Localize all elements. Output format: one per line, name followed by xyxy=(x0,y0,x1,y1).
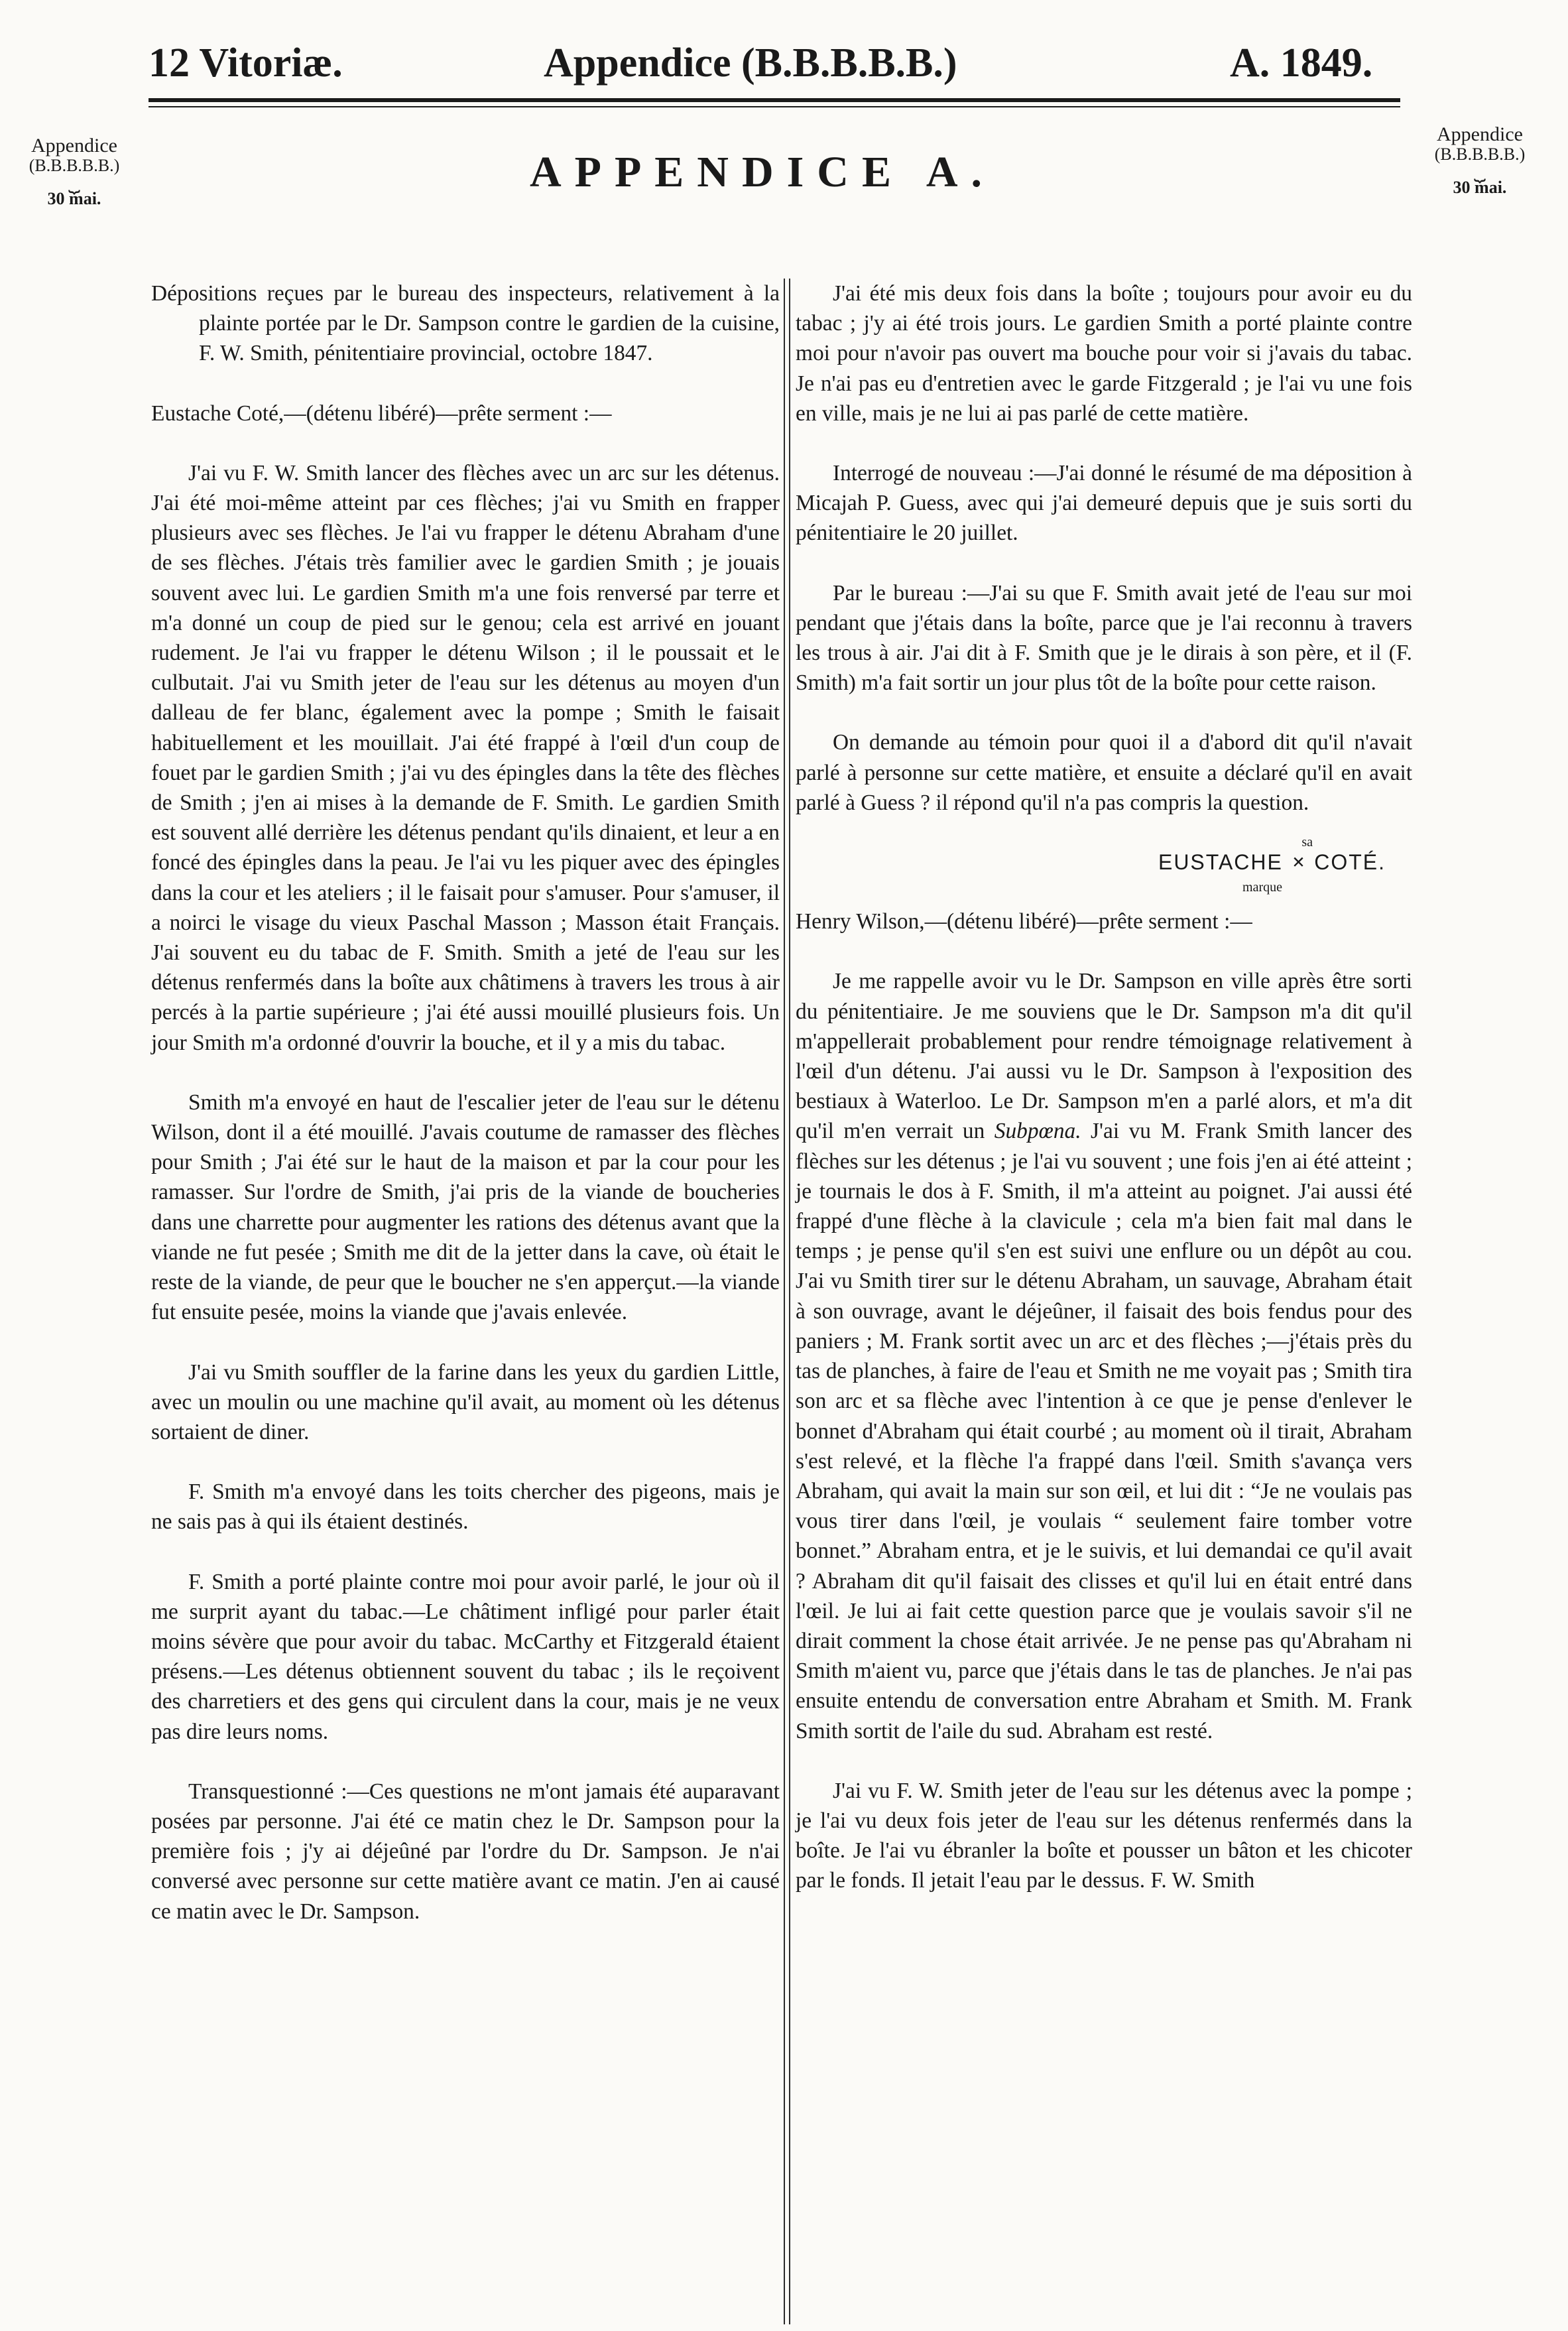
testimony-paragraph: Par le bureau :—J'ai su que F. Smith avait jeté de l'eau sur moi pendant que j'étais dans la boîte, parce que je l'ai reconnu à travers les trous à air. J'ai dit à F. Smith que je le dirais à son père, et il (F. Smith) m'a fait sortir un jour plus tôt de la boîte pour cette raison. xyxy=(796,580,1412,696)
testimony-paragraph: F. Smith m'a envoyé dans les toits chercher des pigeons, mais je ne sais pas à qui ils étaient destinés. xyxy=(151,1480,780,1535)
testimony-paragraph: J'ai vu F. W. Smith lancer des flèches avec un arc sur les détenus. J'ai été moi-même atteint par ces flèches; j'ai vu Smith en frapper plusieurs avec ses flèches. Je l'ai vu frapper le détenu Abraham d'une de ses flèches. J'étais très familier avec le gardien Smith ; je jouais souvent avec lui. Le gardien Smith m'a une fois renversé par terre et m'a donné un coup de pied sur le genou; cela est arrivé en jouant rudement. Je l'ai vu frapper le détenu Wilson ; il le poussait et le culbutait. J'ai vu Smith jeter de l'eau sur les détenus au moyen d'un dalleau de fer blanc, également avec la pompe ; Smith le faisait habituellement et les mouillait. J'ai été frappé à l'œil d'un coup de fouet par le gardien Smith ; j'ai vu des épingles dans la tête des flèches de Smith ; j'en ai mises à la demande de F. Smith. Le gardien Smith est souvent allé derrière les détenus pendant qu'ils dinaient, et leur a en foncé des épingles dans la peau. Je l'ai vu les piquer avec des épingles dans la cour et les ateliers ; il le faisait pour s'amuser. Pour s'amuser, il a noirci le visage du vieux Paschal Masson ; Masson était Français. J'ai souvent eu du tabac de F. Smith. Smith a jeté de l'eau sur les détenus renfermés dans la boîte aux châtimens à travers les trous à air percés à la partie supérieure ; j'ai été aussi mouillé plusieurs fois. Un jour Smith m'a ordonné d'ouvrir la bouche, et il y a mis du tabac. xyxy=(151,460,780,1055)
margin-note-right-line1: Appendice xyxy=(1437,123,1523,145)
testimony-paragraph: On demande au témoin pour quoi il a d'abord dit qu'il n'avait parlé à personne sur cette matière, et ensuite a déclaré qu'il en avait parlé à Guess ? il répond qu'il n'a pas compris la question. xyxy=(796,730,1412,815)
header-rule-thin xyxy=(149,106,1400,107)
margin-note-left-brace: ⏟ xyxy=(68,171,80,193)
testimony-paragraph xyxy=(796,966,1412,1745)
header-appendix: Appendice (B.B.B.B.B.) xyxy=(544,40,957,86)
margin-note-right-date: 30 mai. xyxy=(1453,178,1507,197)
testimony-paragraph: Interrogé de nouveau :—J'ai donné le résumé de ma déposition à Micajah P. Guess, avec qui j'ai demeuré depuis que je suis sorti du pénitentiaire le 20 juillet. xyxy=(796,461,1412,546)
margin-note-right-brace: ⏟ xyxy=(1474,160,1486,182)
cross-examination-paragraph: Transquestionné :—Ces questions ne m'ont jamais été auparavant posées par personne. J'ai été ce matin chez le Dr. Sampson pour la première fois ; j'y ai déjeûné par l'ordre du Dr. Sampson. Je n'ai conversé avec personne sur cette matière avant ce matin. J'en ai causé ce matin avec le Dr. Sampson. xyxy=(151,1779,780,1924)
signature-last-name: COTÉ. xyxy=(1314,850,1386,875)
subpoena-word: Subpœna. xyxy=(994,1119,1081,1144)
margin-note-right xyxy=(1407,125,1553,198)
witness-heading-wilson: Henry Wilson,—(détenu libéré)—prête serment :— xyxy=(796,909,1252,934)
page-title: APPENDICE A. xyxy=(529,148,996,196)
testimony-paragraph: F. Smith a porté plainte contre moi pour avoir parlé, le jour où il me surprit ayant du tabac.—Le châtiment infligé pour parler était moins sévère que pour avoir du tabac. McCarthy et Fitzgerald étaient présens.—Les détenus obtiennent souvent du tabac ; ils le reçoivent des charretiers et des gens qui circulent dans la cour, mais je ne veux pas dire leurs noms. xyxy=(151,1569,780,1744)
signature-block xyxy=(796,835,1412,895)
margin-note-left-line1: Appendice xyxy=(31,135,117,157)
testimony-paragraph: J'ai été mis deux fois dans la boîte ; toujours pour avoir eu du tabac ; j'y ai été trois jours. Le gardien Smith a porté plainte contre moi pour n'avoir pas ouvert ma bouche pour voir si j'avais du tabac. Je n'ai pas eu d'entretien avec le garde Fitzgerald ; je l'ai vu une fois en ville, mais je ne lui ai pas parlé de cette matière. xyxy=(796,281,1412,426)
header-rule-thick xyxy=(149,98,1400,102)
left-column xyxy=(151,279,780,1956)
right-column xyxy=(796,279,1412,1926)
column-divider xyxy=(784,279,785,2324)
margin-note-right-line2: (B.B.B.B.B.) xyxy=(1434,145,1526,164)
signature-marque: marque xyxy=(1242,880,1282,895)
margin-note-left-line2: (B.B.B.B.B.) xyxy=(29,156,120,175)
header-session: 12 Vitoriæ. xyxy=(149,40,343,86)
testimony-text: Je me rappelle avoir vu le Dr. Sampson en ville après être sorti du pénitentiaire. Je me souviens que le Dr. Sampson m'a dit qu'il m'appellerait probablement pour rendre témoignage relativement à l'œil d'un détenu. J'ai aussi vu le Dr. Sampson à l'exposition des bestiaux à Waterloo. Le Dr. Sampson m'en a parlé alors, et m'a dit qu'il m'en verrait un xyxy=(796,969,1412,1144)
signature-sa: sa xyxy=(1301,835,1313,850)
testimony-paragraph: Smith m'a envoyé en haut de l'escalier jeter de l'eau sur le détenu Wilson, dont il a été mouillé. J'avais coutume de ramasser des flèches pour Smith ; J'ai été sur le haut de la maison et par la cour pour les ramasser. Sur l'ordre de Smith, j'ai pris de la viande de boucheries dans une charrette pour augmenter les rations des détenus avant que la viande ne fut pesée ; Smith me dit de la jetter dans la cave, où était le reste de la viande, de peur que le boucher ne s'en apperçut.—la viande fut ensuite pesée, moins la viande que j'avais enlevée. xyxy=(151,1090,780,1325)
column-divider xyxy=(789,279,790,2324)
witness-heading-cote: Eustache Coté,—(détenu libéré)—prête serment :— xyxy=(151,401,612,426)
testimony-text: J'ai vu M. Frank Smith lancer des flèches sur les détenus ; je l'ai vu souvent ; une fois j'en ai été atteint ; je tournais le dos à F. Smith, il m'a atteint au poignet. J'ai aussi été frappé d'une flèche à la clavicule ; cela m'a bien fait mal dans le temps ; je pense qu'il s'en est suivi une enflure ou un dépôt au cou. J'ai vu Smith tirer sur le détenu Abraham, un sauvage, Abraham était à son ouvrage, avant le déjeûner, il faisait des bois fendus pour des paniers ; M. Frank sortit avec un arc et des flèches ;—j'étais près du tas de planches, à faire de l'eau et Smith ne me voyait pas ; Smith tira son arc et sa flèche avec l'intention à ce que je pense d'enlever le bonnet d'Abraham qui était courbé ; au moment où il tirait, Abraham s'est relevé, et la flèche l'a frappé dans l'œil. Smith s'avança vers Abraham, qui avait la main sur son œil, et lui dit : “Je ne voulais pas vous tirer dans l'œil, je voulais “ seulement faire tomber votre bonnet.” Abraham entra, et je le suivis, et lui demandai ce qu'il avait ? Abraham dit qu'il faisait des clisses et qu'il lui en était entré dans l'œil. Je lui ai fait cette question parce que je voulais savoir s'il ne dirait comment la chose était arrivée. Je ne pense pas qu'Abraham ni Smith m'aient vu, parce que j'étais dans le tas de planches. Je n'ai pas ensuite entendu de conversation entre Abraham et Smith. M. Frank Smith sortit de l'aile du sud. Abraham est resté. xyxy=(796,1119,1412,1743)
signature-mark-icon: × xyxy=(1292,850,1305,875)
intro-paragraph: Dépositions reçues par le bureau des inspecteurs, relativement à la plainte portée par le Dr. Sampson contre le gardien de la cuisine, F. W. Smith, pénitentiaire provincial, octobre 1847. xyxy=(151,281,780,366)
margin-note-left-date: 30 mai. xyxy=(47,189,101,208)
margin-note-left xyxy=(8,136,141,209)
signature-first-name: EUSTACHE xyxy=(1158,850,1283,875)
header-year: A. 1849. xyxy=(1230,40,1373,86)
testimony-paragraph: J'ai vu F. W. Smith jeter de l'eau sur les détenus avec la pompe ; je l'ai vu deux fois jeter de l'eau sur les détenus renfermés dans la boîte. Je l'ai vu ébranler la boîte et pousser un bâton et les chicoter par le fonds. Il jetait l'eau par le dessus. F. W. Smith xyxy=(796,1778,1412,1893)
testimony-paragraph: J'ai vu Smith souffler de la farine dans les yeux du gardien Little, avec un moulin ou une machine qu'il avait, au moment où les détenus sortaient de diner. xyxy=(151,1359,780,1444)
